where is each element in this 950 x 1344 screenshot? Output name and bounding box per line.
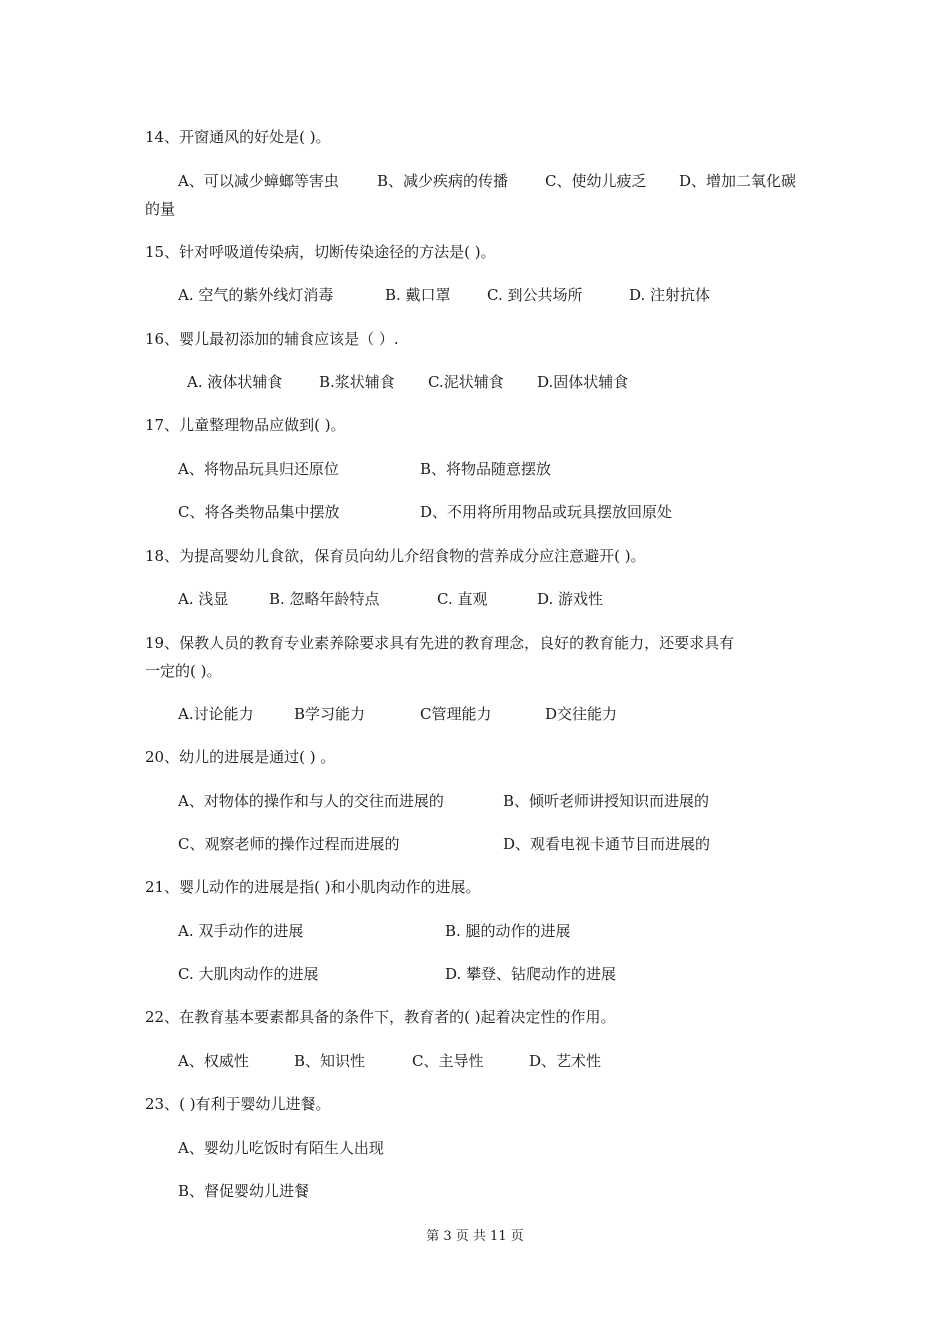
question-21-stem: 21、婴儿动作的进展是指( )和小肌肉动作的进展。: [145, 878, 481, 896]
question-14-option-a: A、可以减少蟑螂等害虫: [178, 172, 339, 190]
question-18-option-d: D. 游戏性: [537, 590, 604, 608]
question-14-option-c: C、使幼儿疲乏: [545, 172, 647, 190]
question-15-option-c: C. 到公共场所: [487, 286, 583, 304]
question-22-option-d: D、艺术性: [529, 1052, 602, 1070]
question-18-stem: 18、为提高婴幼儿食欲，保育员向幼儿介绍食物的营养成分应注意避开( )。: [145, 547, 646, 565]
question-22-option-a: A、权威性: [178, 1052, 249, 1070]
question-21-option-c: C. 大肌肉动作的进展: [178, 965, 319, 983]
question-18-option-b: B. 忽略年龄特点: [269, 590, 380, 608]
page-number-footer: 第 3 页 共 11 页: [426, 1229, 524, 1244]
question-16-option-a: A. 液体状辅食: [187, 373, 283, 391]
question-15-option-d: D. 注射抗体: [629, 286, 711, 304]
question-14-stem: 14、开窗通风的好处是( )。: [145, 128, 331, 146]
question-20-option-c: C、观察老师的操作过程而进展的: [178, 835, 400, 853]
question-14-option-b: B、减少疾病的传播: [377, 172, 509, 190]
question-14-option-d: D、增加二氧化碳: [679, 172, 797, 190]
question-14-continuation: 的量: [145, 200, 176, 218]
question-23-stem: 23、( )有利于婴幼儿进餐。: [145, 1095, 331, 1113]
question-19-stem: 19、保教人员的教育专业素养除要求具有先进的教育理念，良好的教育能力，还要求具有: [145, 634, 735, 652]
question-17-stem: 17、儿童整理物品应做到( )。: [145, 416, 346, 434]
question-16-stem: 16、婴儿最初添加的辅食应该是（ ）.: [145, 330, 399, 348]
question-17-option-c: C、将各类物品集中摆放: [178, 503, 340, 521]
question-18-option-a: A. 浅显: [178, 590, 229, 608]
question-21-option-b: B. 腿的动作的进展: [445, 922, 571, 940]
question-20-stem: 20、幼儿的进展是通过( ) 。: [145, 748, 336, 766]
question-19-option-c: C管理能力: [420, 705, 492, 723]
question-22-stem: 22、在教育基本要素都具备的条件下，教育者的( )起着决定性的作用。: [145, 1008, 616, 1026]
question-22-option-c: C、主导性: [412, 1052, 484, 1070]
question-22-option-b: B、知识性: [294, 1052, 366, 1070]
question-19-option-a: A.讨论能力: [178, 705, 254, 723]
question-21-option-a: A. 双手动作的进展: [178, 922, 304, 940]
question-16-option-c: C.泥状辅食: [428, 373, 504, 391]
question-23-option-b: B、督促婴幼儿进餐: [178, 1182, 310, 1200]
question-20-option-b: B、倾听老师讲授知识而进展的: [503, 792, 710, 810]
question-15-option-a: A. 空气的紫外线灯消毒: [178, 286, 334, 304]
question-15-option-b: B. 戴口罩: [385, 286, 451, 304]
question-23-option-a: A、婴幼儿吃饭时有陌生人出现: [178, 1139, 384, 1157]
question-17-option-d: D、不用将所用物品或玩具摆放回原处: [420, 503, 673, 521]
question-19-option-b: B学习能力: [294, 705, 366, 723]
question-20-option-a: A、对物体的操作和与人的交往而进展的: [178, 792, 444, 810]
question-16-option-b: B.浆状辅食: [319, 373, 395, 391]
question-18-option-c: C. 直观: [437, 590, 488, 608]
question-21-option-d: D. 攀登、钻爬动作的进展: [445, 965, 617, 983]
question-15-stem: 15、针对呼吸道传染病，切断传染途径的方法是( )。: [145, 243, 496, 261]
question-16-option-d: D.固体状辅食: [537, 373, 629, 391]
question-20-option-d: D、观看电视卡通节目而进展的: [503, 835, 711, 853]
question-17-option-a: A、将物品玩具归还原位: [178, 460, 339, 478]
question-17-option-b: B、将物品随意摆放: [420, 460, 552, 478]
question-19-continuation: 一定的( )。: [145, 662, 222, 680]
question-19-option-d: D交往能力: [545, 705, 618, 723]
